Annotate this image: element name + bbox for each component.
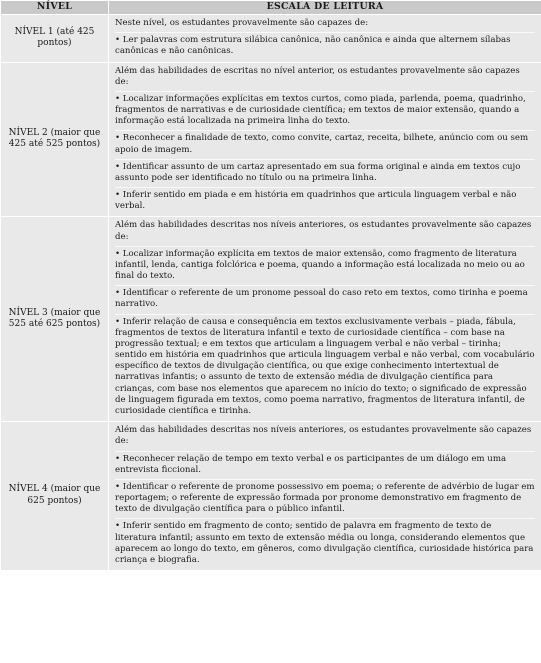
paragraph: • Inferir sentido em piada e em história em quadrinhos que articula linguagem verbal e não verbal.: [115, 190, 517, 212]
paragraph: • Inferir relação de causa e consequência em textos exclusivamente verbais – piada, fábula, fragmentos de textos de literatura infantil e texto de curiosidade científica – com base na progressão textual; e em textos que articulam a linguagem verbal e não verbal – tirinha; sentido em história em quadrinhos que articula linguagem verbal e não verbal, com vocabulário específico de textos de divulgação científica, ou que exige conhecimento intertextual de narrativas infantis; o assunto de texto de extensão média de divulgação científica para crianças, com base nos elementos que aparecem no início do texto; o significado de expressão de linguagem figurada em textos, como poema narrativo, fragmentos de literatura infantil, de curiosidade científica e tirinha.: [115, 316, 535, 416]
paragraph: • Ler palavras com estrutura silábica canônica, não canônica e ainda que alternem sílabas canônicas e não canônicas.: [115, 35, 511, 57]
level-3-description: [109, 217, 541, 422]
paragraph: Além das habilidades de escritas no nível anterior, os estudantes provavelmente são capazes de:: [115, 64, 535, 92]
paragraph: • Localizar informação explícita em textos de maior extensão, como fragmento de literatura infantil, lenda, cantiga folclórica e poema, quando a informação está localizada no meio ou ao final do texto.: [115, 247, 535, 287]
level-4-cell: NÍVEL 4 (maior que 625 pontos): [1, 422, 109, 571]
table-row: [1, 62, 541, 217]
header-reading-scale: ESCALA DE LEITURA: [109, 1, 541, 15]
table-row: [1, 217, 541, 422]
paragraph: • Identificar o referente de pronome possessivo em poema; o referente de advérbio de lugar em reportagem; o referente de expressão formada por pronome demonstrativo em fragmento de texto de divulgação científica para o público infantil.: [115, 480, 535, 520]
paragraph: • Reconhecer a finalidade de texto, como convite, cartaz, receita, bilhete, anúncio com ou sem apoio de imagem.: [115, 131, 535, 159]
level-1-cell: NÍVEL 1 (até 425 pontos): [1, 15, 109, 63]
paragraph: Neste nível, os estudantes provavelmente são capazes de:: [115, 16, 535, 33]
level-1-description: [109, 15, 541, 63]
paragraph: • Identificar o referente de um pronome pessoal do caso reto em textos, como tirinha e poema narrativo.: [115, 286, 535, 314]
paragraph: • Inferir sentido em fragmento de conto; sentido de palavra em fragmento de texto de literatura infantil; assunto em texto de extensão média ou longa, considerando elementos que aparecem ao longo do texto, em gêneros, como divulgação científica, curiosidade histórica para criança e biografia.: [115, 521, 534, 565]
level-4-description: [109, 422, 541, 571]
table-row: [1, 15, 541, 63]
paragraph: Além das habilidades descritas nos níveis anteriores, os estudantes provavelmente são capazes de:: [115, 423, 535, 451]
paragraph: Além das habilidades descritas nos níveis anteriores, os estudantes provavelmente são capazes de:: [115, 218, 535, 246]
level-2-description: [109, 62, 541, 217]
table-row: [1, 422, 541, 571]
table-header-row: [1, 1, 541, 15]
paragraph: • Identificar assunto de um cartaz apresentado em sua forma original e ainda em textos cujo assunto pode ser identificado no título ou na primeira linha.: [115, 160, 535, 188]
paragraph: • Localizar informações explícitas em textos curtos, como piada, parlenda, poema, quadrinho, fragmentos de narrativas e de curiosidade científica; em textos de maior extensão, quando a informação está localizada na primeira linha do texto.: [115, 92, 535, 132]
header-level: NÍVEL: [1, 1, 109, 15]
level-3-cell: NÍVEL 3 (maior que 525 até 625 pontos): [1, 217, 109, 422]
paragraph: • Reconhecer relação de tempo em texto verbal e os participantes de um diálogo em uma entrevista ficcional.: [115, 452, 535, 480]
level-2-cell: NÍVEL 2 (maior que 425 até 525 pontos): [1, 62, 109, 217]
